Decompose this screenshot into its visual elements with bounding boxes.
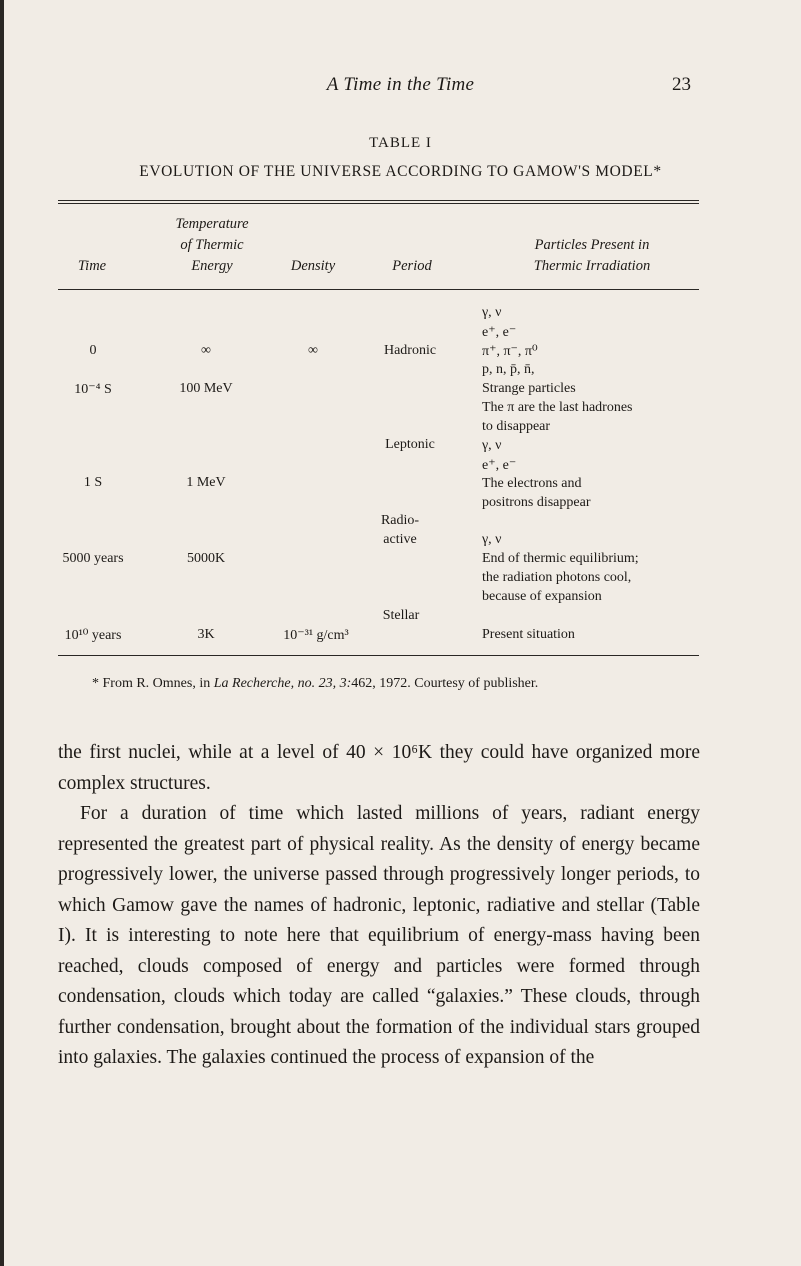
temperature-cell: 5000K — [186, 551, 226, 566]
particle-line: γ, ν — [482, 532, 502, 547]
body-paragraph: the first nuclei, while at a level of 40 × 10⁶K they could have organized more complex structures. — [58, 742, 700, 794]
period-cell: Stellar — [382, 608, 420, 623]
time-cell: 0 — [89, 343, 97, 358]
table-footnote — [92, 676, 538, 692]
period-cell: Leptonic — [385, 437, 435, 452]
particle-line: p, n, p̄, n̄, — [482, 362, 535, 377]
col-header-temperature-1: Temperature — [175, 216, 249, 232]
col-header-temperature-3: Energy — [191, 258, 233, 274]
col-header-period: Period — [392, 258, 432, 274]
time-cell: 1 S — [83, 475, 103, 490]
temperature-cell: 1 MeV — [186, 475, 226, 490]
page-number: 23 — [672, 74, 691, 95]
particle-line: e⁺, e⁻ — [482, 458, 517, 473]
particle-line: Strange particles — [482, 381, 576, 396]
running-head: A Time in the Time — [326, 74, 475, 95]
particle-line: π⁺, π⁻, π⁰ — [482, 344, 538, 359]
time-cell: 5000 years — [62, 551, 124, 566]
footnote-prefix: * From R. Omnes, in — [92, 676, 214, 691]
table-bottom-rule — [58, 655, 699, 656]
body-paragraph: For a duration of time which lasted millions of years, radiant energy represented the greatest part of physical reality. As the density of energy became progressively lower, the universe passed through progressively longer periods, to which Gamow gave the names of hadronic, leptonic, radiative and stellar (Table I). It is interesting to note here that equilibrium of energy-mass having been reached, clouds composed of energy and particles were formed through condensation, clouds which today are called “galaxies.” These clouds, through further condensation, brought about the formation of the individual stars grouped into galaxies. The galaxies continued the process of expansion of the — [58, 803, 700, 1068]
density-cell: 10⁻³¹ g/cm³ — [283, 628, 349, 643]
temperature-cell: ∞ — [201, 343, 211, 358]
table-title: EVOLUTION OF THE UNIVERSE ACCORDING TO GAMOW'S MODEL* — [139, 163, 662, 180]
particle-line: the radiation photons cool, — [482, 570, 632, 585]
table-top-rule-1 — [58, 200, 699, 201]
col-header-particles-2: Thermic Irradiation — [533, 258, 651, 274]
table-top-rule-2 — [58, 203, 699, 204]
particle-line: γ, ν — [482, 438, 502, 453]
particle-line: The electrons and — [482, 476, 582, 491]
footnote-suffix: 462, 1972. Courtesy of publisher. — [351, 676, 539, 691]
period-cell: active — [383, 532, 417, 547]
temperature-cell: 100 MeV — [179, 381, 233, 396]
page-binding-edge — [0, 0, 4, 1266]
time-cell: 10⁻⁴ S — [74, 382, 112, 397]
col-header-particles-1: Particles Present in — [534, 237, 650, 253]
body-text — [58, 738, 700, 1074]
temperature-cell: 3K — [197, 627, 215, 642]
col-header-time: Time — [77, 258, 107, 274]
col-header-temperature-2: of Thermic — [180, 237, 244, 253]
particle-line: γ, ν — [482, 305, 502, 320]
table-header-rule — [58, 289, 699, 290]
time-cell: 10¹⁰ years — [64, 628, 122, 643]
col-header-density: Density — [290, 258, 336, 274]
table-label: TABLE I — [369, 135, 432, 151]
particle-line: Present situation — [482, 627, 575, 642]
period-cell: Hadronic — [383, 343, 437, 358]
particle-line: End of thermic equilibrium; — [482, 551, 639, 566]
particle-line: because of expansion — [482, 589, 602, 604]
density-cell: ∞ — [308, 343, 318, 358]
particle-line: to disappear — [482, 419, 551, 434]
particle-line: The π are the last hadrones — [482, 400, 633, 415]
footnote-journal: La Recherche, no. 23, 3: — [213, 676, 352, 691]
particle-line: e⁺, e⁻ — [482, 325, 517, 340]
period-cell: Radio- — [380, 513, 420, 528]
particle-line: positrons disappear — [482, 495, 591, 510]
